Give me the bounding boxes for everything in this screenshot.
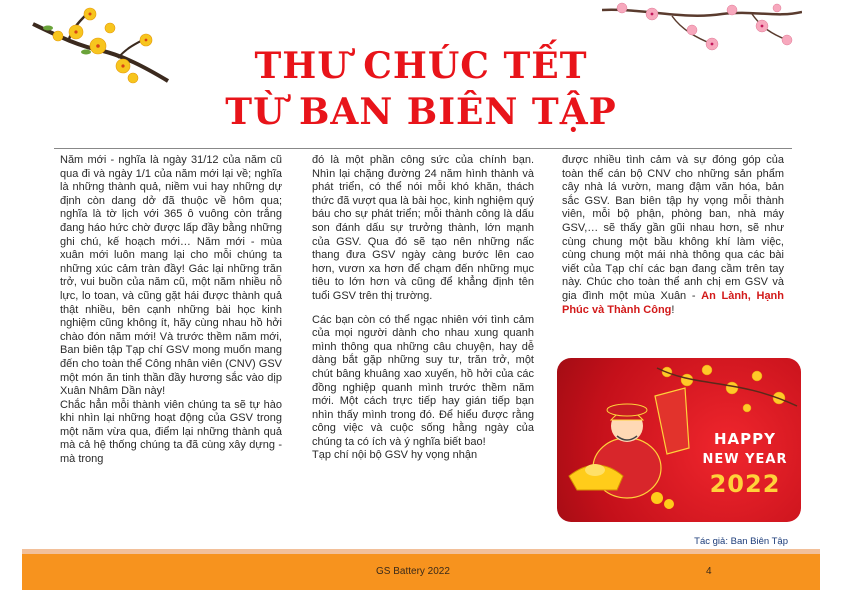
page-title-line-2: TỪ BAN BIÊN TẬP [225, 91, 617, 133]
banner-happy: HAPPY [713, 430, 776, 448]
text-column-3 [562, 154, 784, 317]
text-column-2 [312, 154, 534, 463]
paragraph: Các bạn còn có thể ngạc nhiên với tình cảm của mọi người dành cho nhau xung quanh mình thông qua những câu chuyện, hay dễ dàng bắt gặp những suy tư, trăn trở, một chút bâng khuâng xao xuyến, hồ hởi của các đồng nghiệp quanh mình trước thềm năm mới. Một cách trực tiếp hay gián tiếp bạn nhìn thấy mình trong đó. Để hiểu được rằng công việc và cuộc sống hằng ngày của chúng ta có ích và ý nghĩa biết bao! [312, 313, 534, 448]
paragraph: đó là một phần công sức của chính bạn. Nhìn lại chặng đường 24 năm hình thành và phát triển, có thể nói mỗi khó khăn, thách thức đã vượt qua là bài học, kinh nghiệm quý báu cho sự phát triển; mỗi thành công là dấu son đánh dấu sự trưởng thành, lớn mạnh của GSV. Qua đó sẽ tạo nên những nấc thang đưa GSV ngày càng bước lên cao hơn, vươn xa hơn để chạm đến những mục tiêu to lớn hơn và cũng để khẳng định tên tuổi GSV trên thị trường. [312, 154, 534, 302]
page-title-line-1: THƯ CHÚC TẾT [254, 45, 588, 87]
banner-new-year: NEW YEAR [702, 452, 788, 467]
paragraph: Chắc hẳn mỗi thành viên chúng ta sẽ tự hào khi nhìn lại những hoạt động của GSV trong một năm vừa qua, điểm lại những thành quả mà cả hệ thống chúng ta đã cùng xây dựng - mà trong [60, 398, 282, 466]
new-year-banner [557, 358, 801, 522]
paragraph: Năm mới - nghĩa là ngày 31/12 của năm cũ qua đi và ngày 1/1 của năm mới lại về; nghĩa là những thành quả, niềm vui hay những dự định còn dang dở đã thuộc về hôm qua; nghĩa là tờ lịch với 365 ô vuông còn trắng đang háo hức chờ được lấp đầy bằng những ghi chú, kế hoạch mới… Năm mới - mùa xuân mới luôn mang lại cho mỗi chúng ta những xúc cảm tràn đầy! Gác lại những trăn trở, vui buồn của năm cũ, một năm nhiều nỗ lực, lo toan, và cũng gặt hái được thành quả thật nhiều, bên cạnh những bài học kinh nghiệm cũng không ít, hãy cùng nhau hồ hởi chào đón năm mới! Và trước thềm năm mới, Ban biên tập Tạp chí GSV mong muốn mang đến cho toàn thể Công nhân viên (CNV) GSV một món ăn tinh thần đầy hương sắc vào dịp Xuân Nhâm Dần này! [60, 154, 282, 398]
text-column-1 [60, 154, 282, 467]
paragraph [562, 154, 784, 317]
paragraph-end: ! [671, 303, 675, 316]
title-divider [54, 148, 792, 149]
footer-page-number: 4 [706, 566, 712, 577]
paragraph-text: được nhiều tình cảm và sự đóng góp của toàn thể cán bộ CNV cho những sản phẩm cây nhà lá vườn, mang đậm văn hóa, bản sắc GSV. Ban biên tập hy vọng mỗi thành viên, mỗi bộ phận, phòng ban, nhà máy GSV,… sẽ thấy gần gũi nhau hơn, sẽ như cùng chung một bầu không khí làm việc, cùng chung một mái nhà thông qua các bài viết của Tạp chí các bạn đang cầm trên tay này. Chúc cho toàn thể anh chị em GSV và gia đình một mùa Xuân - [562, 154, 784, 302]
banner-year: 2022 [709, 470, 781, 498]
footer-publication: GS Battery 2022 [376, 566, 450, 577]
paragraph: Tạp chí nội bộ GSV hy vọng nhận [312, 449, 478, 462]
author-credit: Tác giả: Ban Biên Tập [694, 536, 788, 547]
greeting-highlight: An Lành, Hạnh Phúc và Thành Công [562, 289, 784, 316]
